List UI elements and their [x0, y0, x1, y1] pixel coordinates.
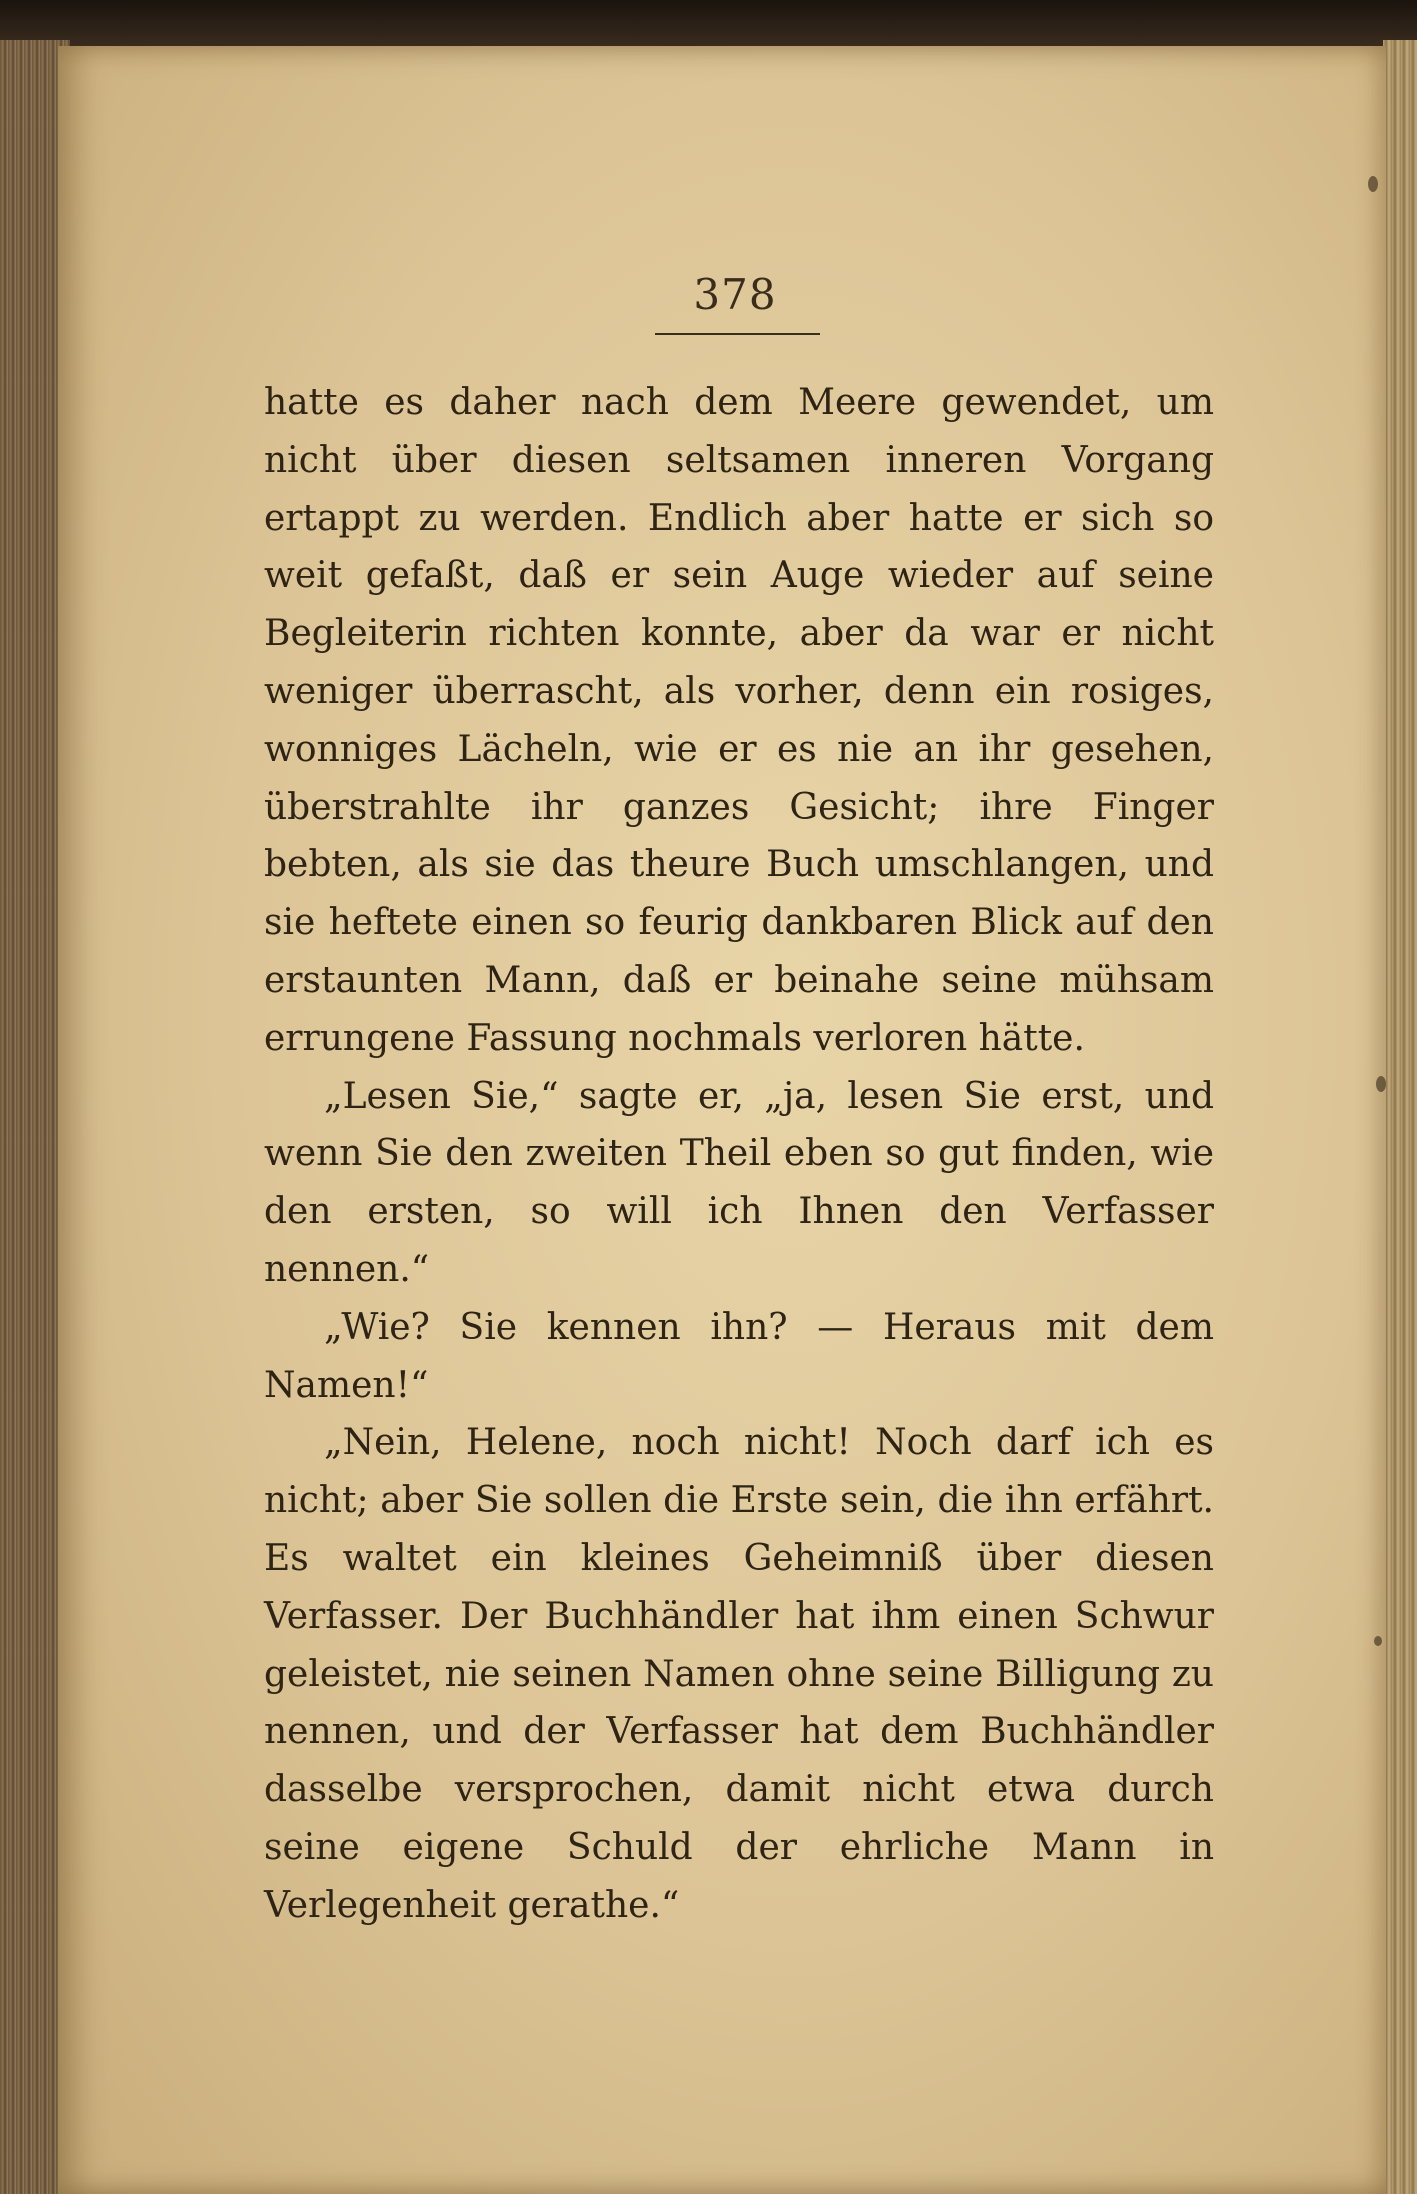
body-text [264, 374, 1214, 1935]
page-smudge [1368, 176, 1378, 192]
right-page-edges [1383, 40, 1417, 2194]
paragraph: „Wie? Sie kennen ihn? — Heraus mit dem Namen!“ [264, 1306, 1214, 1406]
header-rule [655, 333, 820, 335]
page-smudge [1374, 1636, 1382, 1646]
paragraph: „Nein, Helene, noch nicht! Noch darf ich es nicht; aber Sie sollen die Erste sein, die ihn erfährt. Es waltet ein kleines Geheimniß über diesen Verfasser. Der Buchhändler hat ihm einen Schwur geleistet, nie seinen Namen ohne seine Billigung zu nennen, und der Verfasser hat dem Buchhändler dasselbe versprochen, damit nicht etwa durch seine eigene Schuld der ehrliche Mann in Verlegenheit gerathe.“ [264, 1422, 1214, 1926]
page-number: 378 [693, 270, 777, 319]
book-top-edge [0, 0, 1417, 48]
page-smudge [1376, 1076, 1386, 1092]
paragraph: hatte es daher nach dem Meere gewendet, um nicht über diesen seltsamen inneren Vorgang ertappt zu werden. Endlich aber hatte er sich so weit gefaßt, daß er sein Auge wieder auf seine Begleiterin richten konnte, aber da war er nicht weniger überrascht, als vorher, denn ein rosiges, wonniges Lächeln, wie er es nie an ihr gesehen, überstrahlte ihr ganzes Gesicht; ihre Finger bebten, als sie das theure Buch umschlangen, und sie heftete einen so feurig dankbaren Blick auf den erstaunten Mann, daß er beinahe seine mühsam errungene Fassung nochmals verloren hätte. [264, 382, 1214, 1059]
paragraph: „Lesen Sie,“ sagte er, „ja, lesen Sie erst, und wenn Sie den zweiten Theil eben so gut finden, wie den ersten, so will ich Ihnen den Verfasser nennen.“ [264, 1075, 1214, 1290]
